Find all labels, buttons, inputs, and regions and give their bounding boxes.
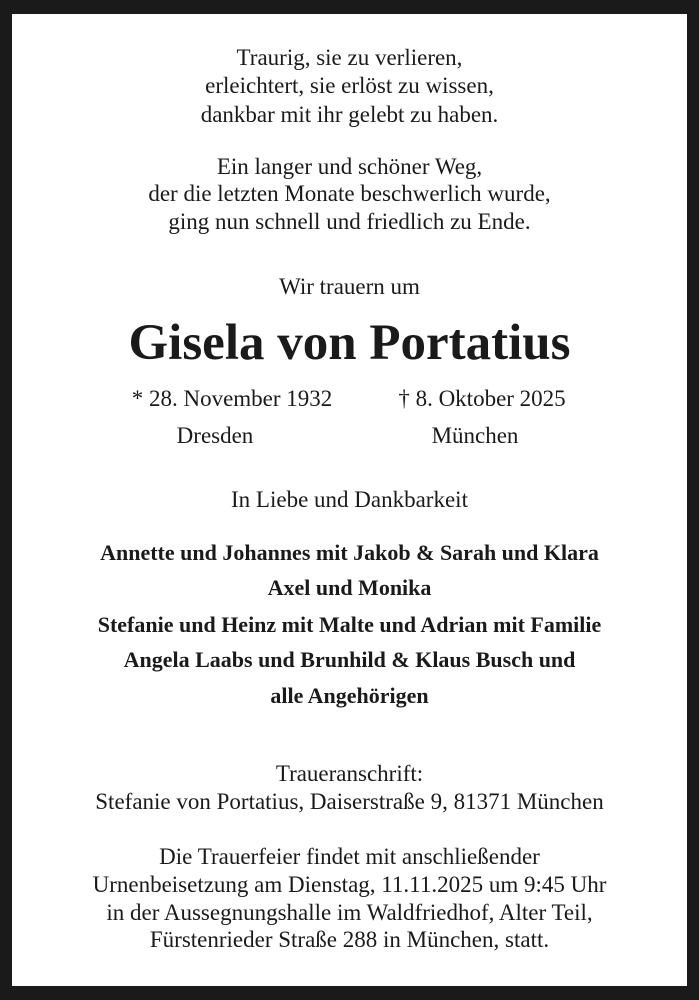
mourner-line: alle Angehörigen [270,683,429,708]
ceremony-line: in der Aussegnungshalle im Waldfriedhof, Alter Teil, [106,900,593,925]
address-value: Stefanie von Portatius, Daiserstraße 9, 81371 München [95,789,604,814]
poem-line: der die letzten Monate beschwerlich wurde, [148,181,551,206]
ceremony-line: Urnenbeisetzung am Dienstag, 11.11.2025 um 9:45 Uhr [92,872,607,897]
deceased-name: Gisela von Portatius [128,315,571,371]
death-place: München [431,423,519,448]
closing-text: In Liebe und Dankbarkeit [231,487,468,512]
mourner-line: Angela Laabs und Brunhild & Klaus Busch und [123,647,576,672]
poem-line: ging nun schnell und friedlich zu Ende. [168,209,531,234]
death-date: † 8. Oktober 2025 [398,386,566,411]
poem-line: Traurig, sie zu verlieren, [236,45,463,70]
obituary-notice [12,14,687,986]
mourner-line: Annette und Johannes mit Jakob & Sarah und Klara [100,540,599,565]
poem-line: Ein langer und schöner Weg, [216,154,483,179]
birth-date: * 28. November 1932 [131,386,333,411]
intro-text: Wir trauern um [279,274,420,299]
mourner-line: Stefanie und Heinz mit Malte und Adrian mit Familie [97,612,602,637]
mourner-line: Axel und Monika [267,575,432,600]
poem-line: erleichtert, sie erlöst zu wissen, [205,73,494,98]
ceremony-line: Die Trauerfeier findet mit anschließender [159,844,540,869]
address-label: Traueranschrift: [275,761,424,786]
poem-line: dankbar mit ihr gelebt zu haben. [200,102,499,127]
ceremony-line: Fürstenrieder Straße 288 in München, statt. [149,927,550,952]
birth-place: Dresden [176,423,254,448]
